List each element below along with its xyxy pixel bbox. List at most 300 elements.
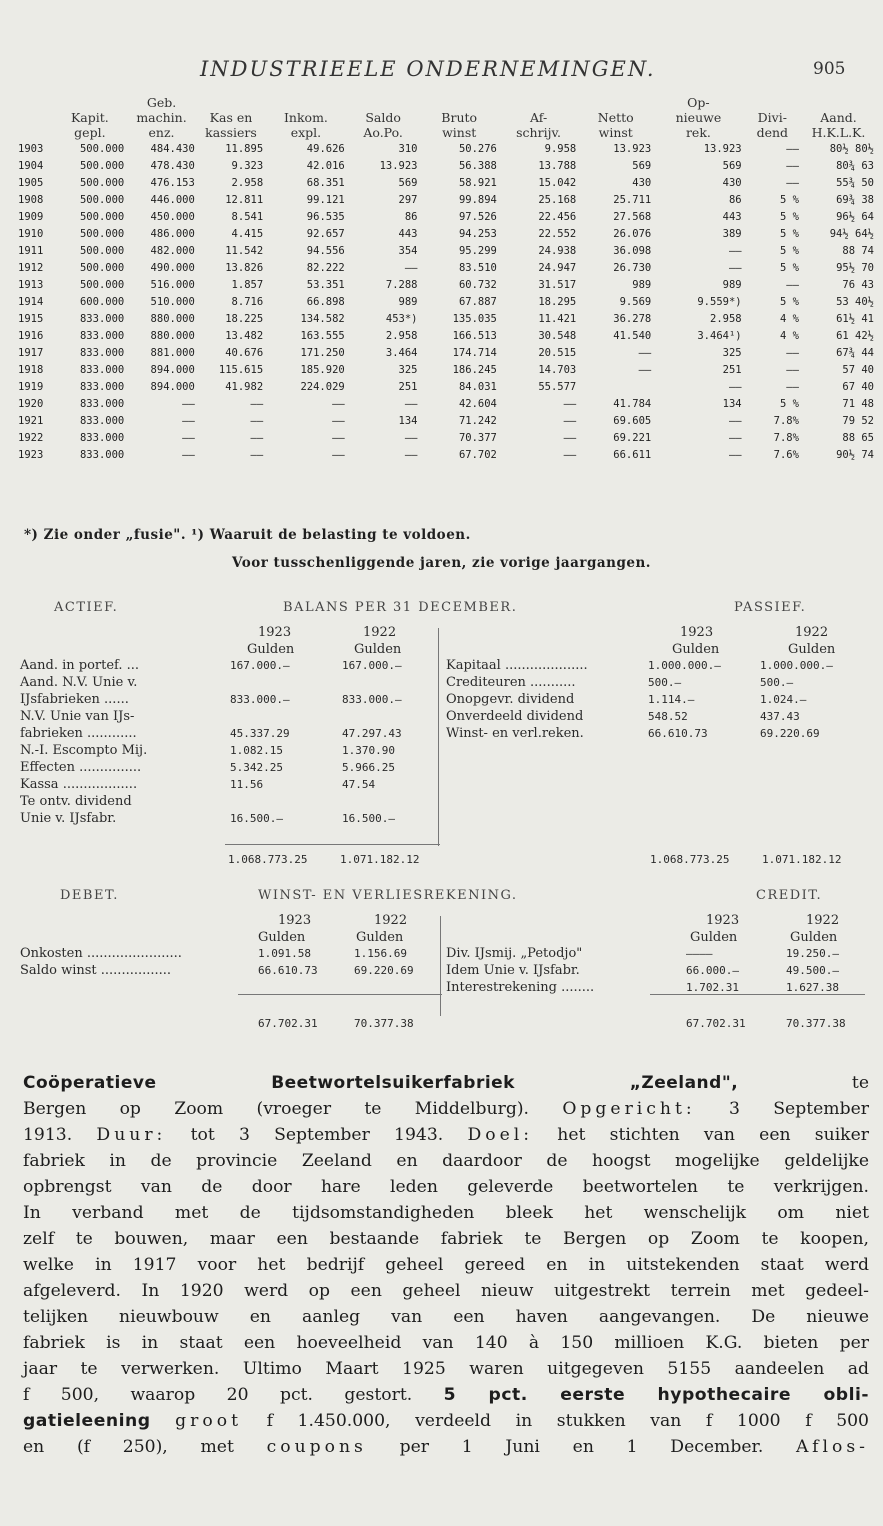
table-cell: 36.278 (613, 312, 652, 325)
table-cell: 31.517 (538, 278, 577, 291)
debet-row-amount-a: 66.610.73 (258, 964, 318, 977)
para-line-4: fabriek in de provincie Zeeland en daardoor de hoogst mogelijke geldelijke (23, 1151, 869, 1171)
table-cell: —— (404, 261, 418, 274)
bal-year-a: 1923 (258, 625, 292, 640)
column-header: winst (442, 125, 477, 140)
pl-total-right-b: 70.377.38 (786, 1017, 846, 1030)
credit-row-amount-b: 19.250.— (786, 947, 839, 960)
para-text: en (f 250), met (23, 1437, 267, 1457)
actief-row-amount-a: 5.342.25 (230, 761, 283, 774)
passief-row-amount-b: 1.024.— (760, 693, 807, 706)
table-cell: 5 % (779, 261, 799, 274)
year-cell: 1923 (18, 448, 44, 461)
column-header: Aand. (820, 110, 857, 125)
actief-row-amount-b: 47.297.43 (342, 727, 402, 740)
actief-row-label: Kassa .................. (20, 777, 138, 792)
table-cell: 22.552 (538, 227, 577, 240)
table-cell: 8.541 (231, 210, 264, 223)
table-row (16, 361, 876, 378)
table-cell: 11.542 (225, 244, 264, 257)
table-cell: 53.351 (306, 278, 345, 291)
year-cell: 1912 (18, 261, 44, 274)
table-cell: —— (563, 431, 577, 444)
pl-unit-b: Gulden (356, 930, 404, 945)
passief-row-label: Crediteuren ........... (446, 675, 576, 690)
table-cell: 833.000 (79, 431, 125, 444)
actief-row-amount-b: 1.370.90 (342, 744, 395, 757)
table-row (16, 174, 876, 191)
column-header (420, 95, 499, 110)
column-header: Op- (687, 95, 710, 110)
credit-title: CREDIT. (756, 888, 823, 903)
column-header (197, 95, 265, 110)
table-cell: 26.076 (613, 227, 652, 240)
table-cell: 482.000 (150, 244, 195, 257)
table-cell: 134 (722, 397, 742, 410)
table-cell: 25.711 (613, 193, 652, 206)
table-cell: 84.031 (458, 380, 497, 393)
table-cell: 67 40 (842, 380, 874, 393)
year-cell: 1903 (18, 142, 44, 155)
table-cell: 40.676 (225, 346, 264, 359)
table-cell: 833.000 (79, 312, 125, 325)
profit-loss-title: WINST- EN VERLIESREKENING. (258, 888, 518, 903)
column-header: kassiers (205, 125, 257, 140)
pl-unit-a-right: Gulden (690, 930, 738, 945)
credit-row-amount-a: 66.000.— (686, 964, 739, 977)
table-cell: 13.482 (225, 329, 264, 342)
para-line-3 (23, 1122, 869, 1148)
passief-title: PASSIEF. (734, 600, 807, 615)
table-cell: —— (332, 414, 345, 427)
year-cell: 1908 (18, 193, 44, 206)
table-cell: 174.714 (452, 346, 497, 359)
bal-unit-b: Gulden (354, 642, 402, 657)
para-line-6: In verband met de tijdsomstandigheden bleek het wenschelijk om niet (23, 1203, 869, 1223)
column-header (16, 95, 53, 110)
table-cell: 83.510 (458, 261, 497, 274)
table-cell: 5 % (779, 210, 799, 223)
table-cell: 2.958 (231, 176, 264, 189)
credit-row-amount-b: 1.627.38 (786, 981, 839, 994)
para-keyword: coupons (266, 1437, 367, 1457)
table-cell: 5 % (779, 244, 799, 257)
year-cell: 1922 (18, 431, 44, 444)
actief-row-label: N.-I. Escompto Mij. (20, 743, 148, 758)
table-cell: —— (332, 448, 345, 461)
table-cell: 24.947 (538, 261, 577, 274)
table-cell: 41.540 (613, 329, 652, 342)
column-header (499, 95, 578, 110)
table-cell: 7.8% (773, 431, 799, 444)
header-row (16, 110, 876, 125)
para-line-2 (23, 1096, 869, 1122)
column-header (16, 110, 53, 125)
table-cell: 833.000 (79, 363, 125, 376)
table-cell: —— (404, 448, 418, 461)
para-text: f 500, waarop 20 pct. gestort. (23, 1385, 413, 1405)
year-cell: 1918 (18, 363, 44, 376)
para-line-1 (23, 1070, 869, 1096)
pl-year-b: 1922 (374, 913, 408, 928)
actief-row-amount-b: 47.54 (342, 778, 376, 791)
actief-row-label: Aand. N.V. Unie v. (20, 675, 138, 690)
credit-row-amount-a: 1.702.31 (686, 981, 739, 994)
actief-row-amount-a: 167.000.— (230, 659, 290, 672)
table-cell: 500.000 (79, 278, 125, 291)
table-cell: 569 (632, 159, 652, 172)
para-line-7: zelf te bouwen, maar een bestaande fabriek te Bergen op Zoom te koopen, (23, 1229, 869, 1249)
column-header: expl. (290, 125, 322, 140)
table-cell: 430 (722, 176, 742, 189)
table-cell: 833.000 (79, 380, 125, 393)
para-text: 1913. (23, 1125, 97, 1145)
table-cell: 20.515 (538, 346, 577, 359)
table-cell: 3.464 (385, 346, 418, 359)
table-cell: 4.415 (231, 227, 264, 240)
table-cell: 14.703 (538, 363, 577, 376)
table-row (16, 395, 876, 412)
table-row (16, 344, 876, 361)
table-cell: 251 (398, 380, 418, 393)
table-cell: 297 (398, 193, 418, 206)
table-cell: 989 (722, 278, 742, 291)
table-cell: 80½ 80½ (829, 142, 874, 155)
para-line-8: welke in 1917 voor het bedrijf geheel gereed en in uitstekenden staat werd (23, 1255, 869, 1275)
table-cell: 27.568 (613, 210, 652, 223)
bond-title: 5 pct. eerste hypothecaire obli- (443, 1385, 869, 1405)
passief-row-label: Winst- en verl.reken. (446, 726, 584, 741)
table-cell: 24.938 (538, 244, 577, 257)
table-cell: 22.456 (538, 210, 577, 223)
pl-year-a: 1923 (278, 913, 312, 928)
para-text: het stichten van een suiker (533, 1125, 869, 1145)
table-cell: —— (638, 363, 652, 376)
table-cell: 13.923 (379, 159, 418, 172)
table-cell: 510.000 (150, 295, 195, 308)
bal-total-left-b: 1.071.182.12 (340, 853, 420, 866)
table-cell: 88 74 (842, 244, 874, 257)
table-cell: 99.894 (458, 193, 497, 206)
table-cell: 134.582 (300, 312, 345, 325)
pl-unit-b-right: Gulden (790, 930, 838, 945)
table-cell: 833.000 (79, 329, 125, 342)
table-cell: 5 % (779, 295, 799, 308)
column-header (744, 95, 801, 110)
year-cell: 1921 (18, 414, 44, 427)
table-cell: 251 (722, 363, 742, 376)
table-cell: —— (728, 380, 742, 393)
table-cell: 96½ 64 (836, 210, 874, 223)
passief-row-amount-a: 548.52 (648, 710, 688, 723)
table-cell: —— (786, 142, 799, 155)
year-cell: 1915 (18, 312, 44, 325)
column-header: Netto (597, 110, 634, 125)
para-line-9: afgeleverd. In 1920 werd op een geheel nieuw uitgestrekt terrein met gedeel- (23, 1281, 869, 1301)
table-cell: 389 (722, 227, 742, 240)
actief-row-label: IJsfabrieken ...... (20, 692, 129, 707)
balance-sum-line-left (225, 844, 440, 845)
debet-row-amount-b: 69.220.69 (354, 964, 414, 977)
table-cell: 500.000 (79, 193, 125, 206)
table-cell: 135.035 (452, 312, 497, 325)
actief-row-label: Te ontv. dividend (20, 794, 132, 809)
pl-sum-line-left (238, 994, 442, 995)
column-header: enz. (148, 125, 175, 140)
table-cell: 13.826 (225, 261, 264, 274)
passief-row-amount-b: 437.43 (760, 710, 800, 723)
actief-row-amount-b: 167.000.— (342, 659, 402, 672)
table-cell: —— (250, 431, 264, 444)
actief-row-label: fabrieken ............ (20, 726, 137, 741)
para-keyword: Opgericht: (562, 1099, 696, 1119)
table-cell: 92.657 (306, 227, 345, 240)
pl-total-left-a: 67.702.31 (258, 1017, 318, 1030)
table-cell: 69¾ 38 (836, 193, 874, 206)
bal-year-b-right: 1922 (795, 625, 829, 640)
column-header: rek. (685, 125, 711, 140)
table-cell: 486.000 (150, 227, 195, 240)
column-header (578, 95, 653, 110)
table-cell: 5 % (779, 397, 799, 410)
passief-row-amount-b: 500.— (760, 676, 794, 689)
actief-row-amount-a: 16.500.— (230, 812, 283, 825)
table-cell: 500.000 (79, 176, 125, 189)
table-cell: —— (786, 278, 799, 291)
table-cell: 61 42½ (836, 329, 874, 342)
actief-row-amount-b: 5.966.25 (342, 761, 395, 774)
table-cell: 42.604 (458, 397, 497, 410)
credit-row-amount-a: ———— (686, 947, 713, 960)
actief-row-amount-a: 11.56 (230, 778, 264, 791)
para-text: per 1 Juni en 1 December. (366, 1437, 797, 1457)
table-cell: 67.702 (458, 448, 497, 461)
table-cell: 95.299 (458, 244, 497, 257)
table-cell: 13.923 (613, 142, 652, 155)
table-cell: 833.000 (79, 397, 125, 410)
table-cell: 500.000 (79, 159, 125, 172)
table-cell: —— (404, 431, 418, 444)
table-cell: 67.887 (458, 295, 497, 308)
table-cell: 7.6% (773, 448, 799, 461)
table-cell: 4 % (779, 329, 799, 342)
table-cell: —— (563, 414, 577, 427)
table-cell: 11.895 (225, 142, 264, 155)
debet-row-amount-b: 1.156.69 (354, 947, 407, 960)
table-cell: 325 (722, 346, 742, 359)
header-row (16, 125, 876, 140)
table-cell: —— (250, 448, 264, 461)
table-cell: 76 43 (842, 278, 874, 291)
year-cell: 1920 (18, 397, 44, 410)
company-description (23, 1070, 869, 1460)
table-cell: 1.857 (231, 278, 264, 291)
credit-row-label: Idem Unie v. IJsfabr. (446, 963, 580, 978)
para-keyword: Doel: (467, 1125, 534, 1145)
column-header: schrijv. (516, 125, 561, 140)
table-cell: 7.288 (385, 278, 418, 291)
table-cell: 26.730 (613, 261, 652, 274)
table-cell: 94½ 64½ (829, 227, 874, 240)
table-cell: 13.923 (703, 142, 742, 155)
column-header: gepl. (74, 125, 106, 140)
table-cell: —— (786, 346, 799, 359)
table-cell: 185.920 (300, 363, 345, 376)
column-header (265, 95, 347, 110)
table-cell: 880.000 (150, 329, 195, 342)
page-header (0, 55, 883, 85)
table-cell: —— (250, 414, 264, 427)
table-cell: 41.784 (613, 397, 652, 410)
table-cell: 166.513 (452, 329, 497, 342)
table-cell: —— (728, 414, 742, 427)
column-header: nieuwe (675, 110, 722, 125)
table-cell: 90½ 74 (836, 448, 874, 461)
table-cell: 86 (728, 193, 742, 206)
table-cell: —— (786, 363, 799, 376)
para-text: Bergen op Zoom (vroeger te Middelburg). (23, 1099, 563, 1119)
pl-year-b-right: 1922 (806, 913, 840, 928)
bal-year-a-right: 1923 (680, 625, 714, 640)
table-cell: 5 % (779, 193, 799, 206)
credit-row-amount-b: 49.500.— (786, 964, 839, 977)
passief-row-label: Onverdeeld dividend (446, 709, 584, 724)
table-cell: 500.000 (79, 261, 125, 274)
table-cell: —— (182, 397, 195, 410)
year-cell: 1904 (18, 159, 44, 172)
passief-row-amount-a: 500.— (648, 676, 682, 689)
column-header (16, 125, 53, 140)
table-cell: 30.548 (538, 329, 577, 342)
passief-row-label: Onopgevr. dividend (446, 692, 575, 707)
para-keyword: Aflos- (796, 1437, 869, 1457)
table-cell: 171.250 (300, 346, 345, 359)
column-header: Inkom. (283, 110, 328, 125)
actief-row-amount-a: 833.000.— (230, 693, 290, 706)
table-row (16, 225, 876, 242)
passief-row-amount-a: 66.610.73 (648, 727, 708, 740)
table-cell: —— (563, 448, 577, 461)
table-cell: 56.388 (458, 159, 497, 172)
table-cell: 500.000 (79, 227, 125, 240)
table-cell: 18.295 (538, 295, 577, 308)
table-row (16, 191, 876, 208)
actief-row-amount-a: 45.337.29 (230, 727, 290, 740)
table-cell: 55¾ 50 (836, 176, 874, 189)
table-cell: 516.000 (150, 278, 195, 291)
table-cell: —— (332, 431, 345, 444)
para-keyword: Duur: (96, 1125, 167, 1145)
table-cell: 71.242 (458, 414, 497, 427)
table-row (16, 259, 876, 276)
table-cell: 57 40 (842, 363, 874, 376)
table-cell: 55.577 (538, 380, 577, 393)
table-cell: 88 65 (842, 431, 874, 444)
table-cell: —— (250, 397, 264, 410)
table-row (16, 242, 876, 259)
table-cell: 500.000 (79, 244, 125, 257)
profit-loss (0, 888, 883, 1048)
actief-row-amount-b: 833.000.— (342, 693, 402, 706)
page-number: 905 (813, 59, 846, 79)
column-header: Kapit. (70, 110, 109, 125)
table-cell: 443 (722, 210, 742, 223)
table-cell: 94.253 (458, 227, 497, 240)
table-cell: 86 (404, 210, 418, 223)
column-header: H.K.L.K. (811, 125, 866, 140)
table-cell (578, 378, 653, 395)
company-name: Coöperatieve Beetwortelsuikerfabriek „Zeeland", (23, 1073, 739, 1093)
bal-unit-a: Gulden (247, 642, 295, 657)
table-cell: —— (638, 346, 652, 359)
actief-row-label: N.V. Unie van IJs- (20, 709, 135, 724)
para-text: tot 3 September 1943. (166, 1125, 468, 1145)
credit-row-label: Interestrekening ........ (446, 980, 595, 995)
table-cell: 80¾ 63 (836, 159, 874, 172)
column-header (801, 95, 876, 110)
table-cell: —— (728, 261, 742, 274)
para-line-13 (23, 1382, 869, 1408)
table-cell: 894.000 (150, 363, 195, 376)
table-cell: 68.351 (306, 176, 345, 189)
table-cell: 36.098 (613, 244, 652, 257)
para-line-5: opbrengst van de door hare leden geleverde beetwortelen te verkrijgen. (23, 1177, 869, 1197)
table-row (16, 446, 876, 463)
table-cell: 894.000 (150, 380, 195, 393)
passief-row-amount-a: 1.114.— (648, 693, 695, 706)
table-cell: 67¾ 44 (836, 346, 874, 359)
debet-row-label: Saldo winst ................. (20, 963, 172, 978)
table-cell: 163.555 (300, 329, 345, 342)
para-line-11: fabriek is in staat een hoeveelheid van 140 à 150 millioen K.G. bieten per (23, 1333, 869, 1353)
table-row (16, 208, 876, 225)
table-row (16, 157, 876, 174)
actief-row-amount-a: 1.082.15 (230, 744, 283, 757)
table-cell: —— (728, 448, 742, 461)
table-cell: 115.615 (218, 363, 264, 376)
table-cell: 41.982 (225, 380, 264, 393)
table-cell: 69.605 (613, 414, 652, 427)
year-cell: 1910 (18, 227, 44, 240)
passief-row-amount-a: 1.000.000.— (648, 659, 721, 672)
table-cell: 881.000 (150, 346, 195, 359)
debet-title: DEBET. (60, 888, 119, 903)
table-row (16, 276, 876, 293)
column-header (53, 95, 126, 110)
table-row (16, 327, 876, 344)
balance-divider (438, 628, 439, 846)
debet-row-label: Onkosten ....................... (20, 946, 182, 961)
bal-unit-b-right: Gulden (788, 642, 836, 657)
table-cell: 66.611 (613, 448, 652, 461)
table-cell: 880.000 (150, 312, 195, 325)
header-row (16, 95, 876, 110)
table-cell: 7.8% (773, 414, 799, 427)
table-footnote: *) Zie onder „fusie". ¹) Waaruit de belasting te voldoen. (24, 527, 471, 543)
column-header (347, 95, 420, 110)
table-cell: 13.788 (538, 159, 577, 172)
table-cell: —— (728, 431, 742, 444)
table-cell: 70.377 (458, 431, 497, 444)
table-cell: —— (404, 397, 418, 410)
pl-total-left-b: 70.377.38 (354, 1017, 414, 1030)
table-cell: 453*) (385, 312, 418, 325)
table-row (16, 310, 876, 327)
table-cell: —— (728, 244, 742, 257)
table-cell: 94.556 (306, 244, 345, 257)
bal-year-b: 1922 (363, 625, 397, 640)
table-cell: 99.121 (306, 193, 345, 206)
